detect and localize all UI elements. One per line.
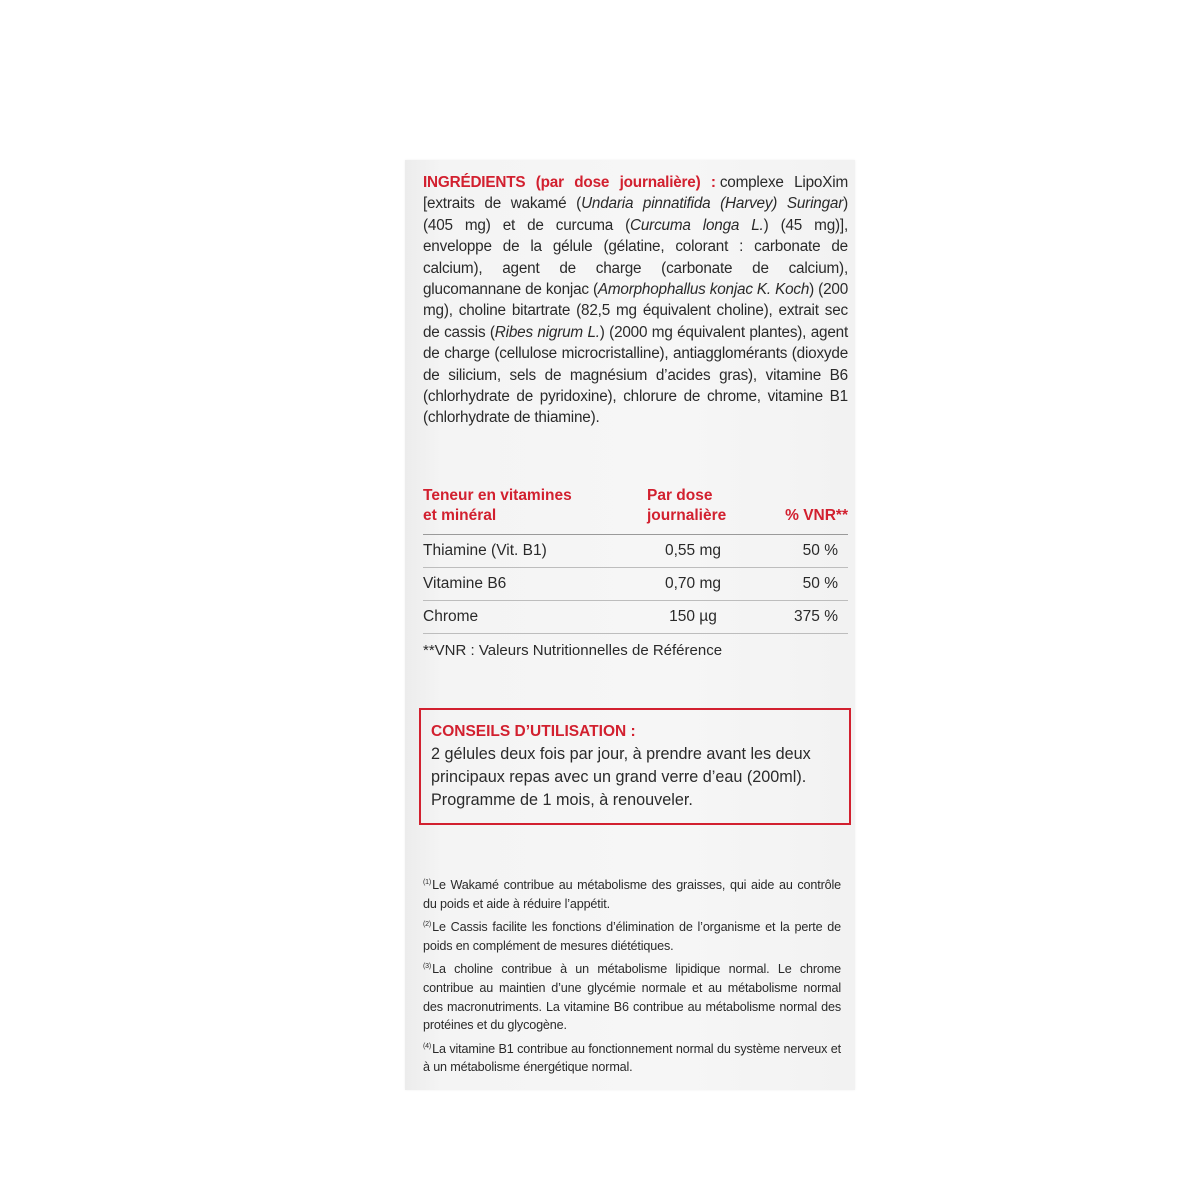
- cassis-latin-name: Ribes nigrum L.: [494, 323, 600, 341]
- curcuma-latin-name: Curcuma longa L.: [630, 216, 764, 234]
- label-panel: [405, 160, 855, 1090]
- nutrient-name: Vitamine B6: [423, 575, 507, 592]
- note-text: Le Wakamé contribue au métabolisme des graisses, qui aide au contrôle du poids et aide à réduire l’appétit.: [423, 878, 841, 911]
- ingredients-text-5: ) (2000 mg équivalent plantes), agent de charge (cellulose microcristalline), antiagglomérants (dioxyde de silicium, sels de magnésium d’acides gras), vitamine B6 (chlorhydrate de pyridoxine), chlorure de chrome, vitamine B1 (chlorhydrate de thiamine).: [423, 323, 848, 427]
- note-marker: (4): [423, 1042, 432, 1050]
- wakame-latin-name: Undaria pinnatifida (Harvey) Suringar: [581, 195, 844, 213]
- ingredients-text-4: ) (200 mg), choline bitartrate (82,5 mg équivalent choline), extrait sec de cassis (: [423, 281, 848, 341]
- usage-advice-line: Programme de 1 mois, à renouveler.: [431, 791, 693, 809]
- vnr-footnote: **VNR : Valeurs Nutritionnelles de Référence: [423, 642, 723, 659]
- header-vnr: % VNR**: [785, 507, 848, 524]
- usage-advice-box: [419, 708, 851, 825]
- ingredients-text-1: complexe LipoXim [extraits de wakamé (: [423, 174, 848, 213]
- note-item: [423, 874, 841, 913]
- usage-advice-title: CONSEILS D’UTILISATION :: [431, 723, 636, 740]
- note-item: [423, 958, 841, 1034]
- usage-advice-line: principaux repas avec un grand verre d’eau (200ml).: [431, 768, 807, 786]
- nutrient-vnr: 50 %: [802, 542, 838, 559]
- health-claims-notes: [423, 874, 841, 1080]
- usage-advice-text: [431, 743, 839, 812]
- header-dose-line1: Par dose: [647, 487, 713, 504]
- header-daily-dose: [623, 486, 753, 535]
- note-text: Le Cassis facilite les fonctions d’élimination de l’organisme et la perte de poids en complément de mesures diététiques.: [423, 920, 841, 953]
- ingredients-label: INGRÉDIENTS (par dose journalière) :: [423, 174, 716, 191]
- ingredients-text-3: ) (45 mg)], enveloppe de la gélule (gélatine, colorant : carbonate de calcium), agent de charge (carbonate de calcium), glucomannane de konjac (: [423, 216, 848, 299]
- ingredients-text-2: ) (405 mg) et de curcuma (: [423, 195, 848, 234]
- vitamin-table: [423, 486, 848, 634]
- note-marker: (2): [423, 921, 432, 929]
- note-item: [423, 1038, 841, 1077]
- note-text: La choline contribue à un métabolisme lipidique normal. Le chrome contribue au maintien d’une glycémie normale et au métabolisme normal des macronutriments. La vitamine B6 contribue au métabolisme normal des protéines et du glycogène.: [423, 962, 841, 1033]
- table-row: [423, 601, 848, 634]
- nutrient-dose: 150 µg: [669, 608, 717, 625]
- header-nutrient-line1: Teneur en vitamines: [423, 487, 572, 504]
- nutrient-dose: 0,70 mg: [664, 575, 721, 592]
- note-item: [423, 916, 841, 955]
- nutrient-vnr: 375 %: [794, 608, 838, 625]
- vitamin-table-header: [423, 486, 848, 535]
- note-marker: (1): [423, 879, 432, 886]
- nutrient-name: Chrome: [423, 608, 479, 625]
- header-nutrient: [423, 486, 623, 535]
- header-nutrient-line2: et minéral: [423, 507, 497, 524]
- note-text: La vitamine B1 contribue au fonctionnement normal du système nerveux et à un métabolisme énergétique normal.: [423, 1041, 841, 1075]
- header-dose-line2: journalière: [647, 507, 727, 524]
- table-row: [423, 535, 848, 568]
- nutrient-name: Thiamine (Vit. B1): [423, 542, 547, 559]
- table-row: [423, 568, 848, 601]
- ingredients-paragraph: [423, 172, 848, 429]
- nutrient-dose: 0,55 mg: [664, 542, 721, 559]
- note-marker: (3): [423, 963, 432, 971]
- konjac-latin-name: Amorphophallus konjac K. Koch: [597, 281, 810, 299]
- usage-advice-line: 2 gélules deux fois par jour, à prendre avant les deux: [431, 745, 811, 763]
- nutrient-vnr: 50 %: [802, 575, 838, 592]
